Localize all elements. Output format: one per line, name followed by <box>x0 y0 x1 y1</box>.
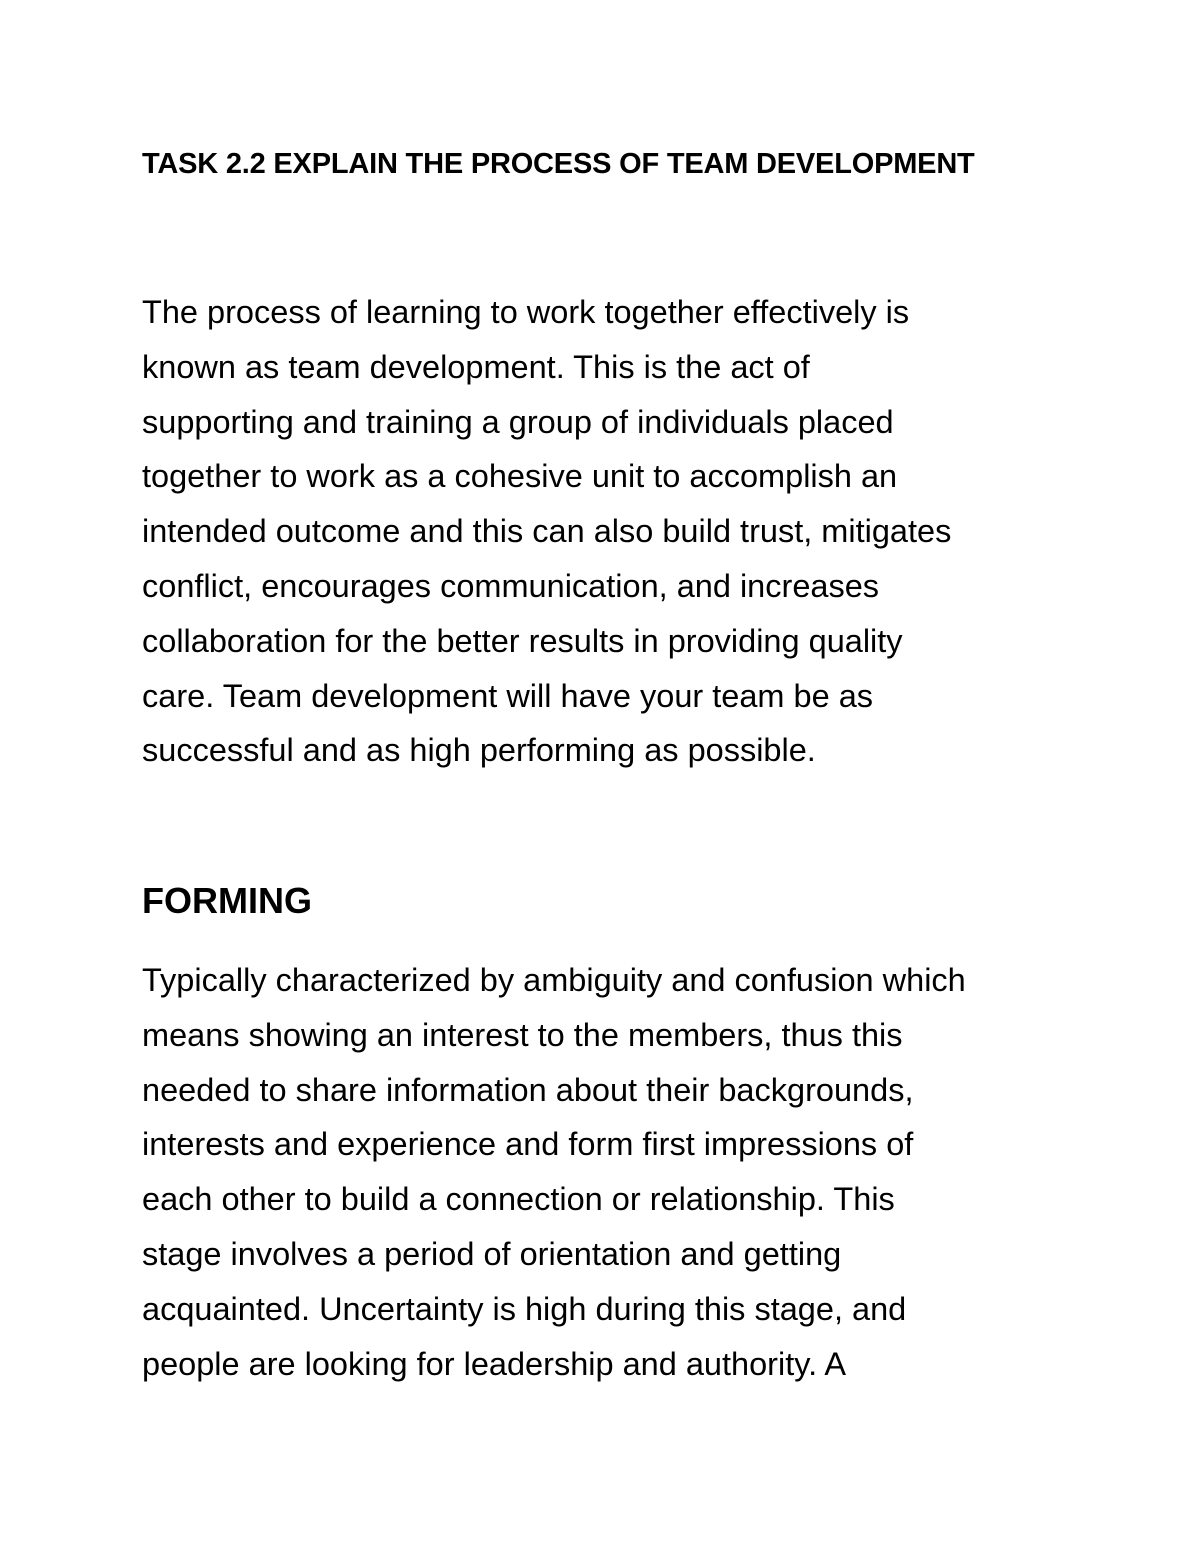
forming-line: means showing an interest to the members, thus this <box>142 1016 903 1053</box>
intro-line: successful and as high performing as possible. <box>142 732 816 769</box>
task-title: TASK 2.2 EXPLAIN THE PROCESS OF TEAM DEVELOPMENT <box>142 148 975 180</box>
forming-line: stage involves a period of orientation and getting <box>142 1235 842 1272</box>
intro-line: supporting and training a group of individuals placed <box>142 403 894 440</box>
intro-paragraph <box>142 285 951 778</box>
intro-line: known as team development. This is the act of <box>142 348 810 385</box>
intro-line: collaboration for the better results in providing quality <box>142 622 903 659</box>
forming-line: acquainted. Uncertainty is high during this stage, and <box>142 1290 907 1327</box>
forming-line: Typically characterized by ambiguity and confusion which <box>142 962 966 998</box>
intro-line: conflict, encourages communication, and increases <box>142 567 880 604</box>
forming-line: people are looking for leadership and authority. A <box>142 1345 847 1382</box>
intro-line: The process of learning to work together effectively is <box>142 294 910 330</box>
forming-line: needed to share information about their backgrounds, <box>142 1071 914 1108</box>
forming-line: interests and experience and form first impressions of <box>142 1126 914 1163</box>
intro-line: together to work as a cohesive unit to accomplish an <box>142 458 898 495</box>
forming-paragraph <box>142 953 966 1391</box>
intro-line: intended outcome and this can also build trust, mitigates <box>142 513 952 550</box>
intro-line: care. Team development will have your team be as <box>142 677 874 714</box>
forming-line: each other to build a connection or relationship. This <box>142 1181 895 1218</box>
section-heading-forming: FORMING <box>142 880 312 921</box>
